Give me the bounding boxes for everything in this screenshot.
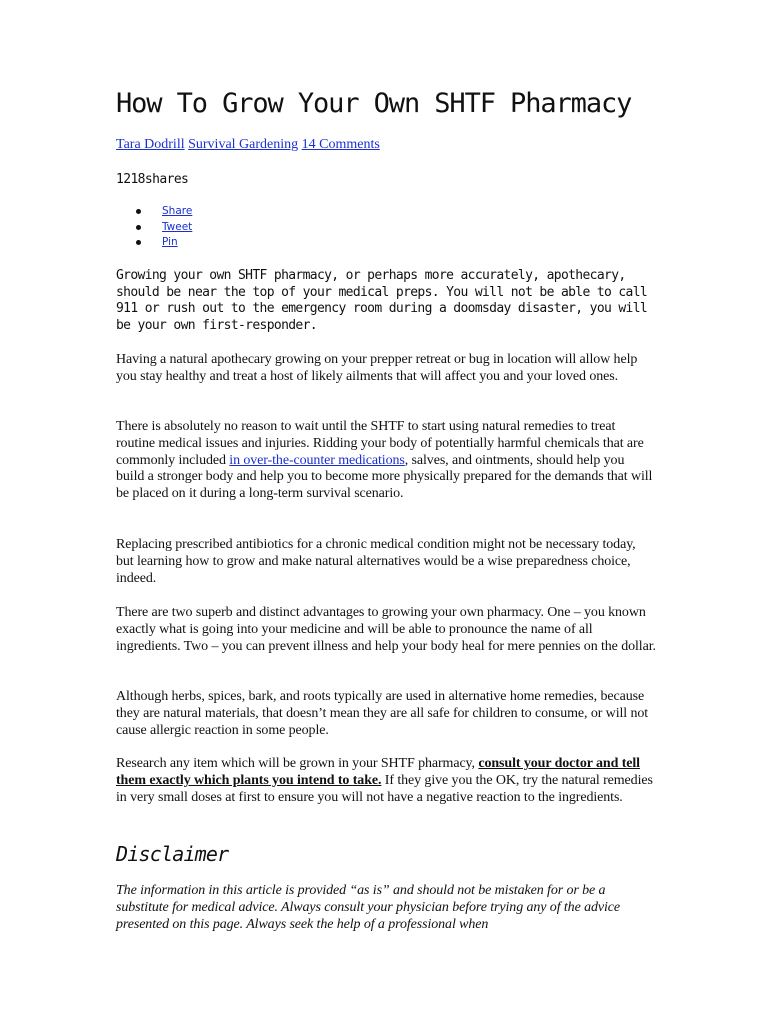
paragraph-text: There is absolutely no reason to wait until the SHTF to start using natural remedies to treat routine medical issues and injuries. Ridding your body of potentially harmful chemicals that are commonly included bbox=[116, 419, 644, 468]
paragraph-text: , salves, and ointments, should help you build a stronger body and help you to become more physically prepared for the demands that will be placed on it during a long-term survival scenario. bbox=[116, 452, 653, 502]
paragraph-text: If they give you the OK, try the natural remedies in very small doses at first to ensure you will not have a negative reaction to the ingredients. bbox=[116, 772, 653, 805]
author-link[interactable]: Tara Dodrill bbox=[116, 137, 185, 152]
share-list bbox=[136, 204, 192, 251]
paragraph-apothecary: Having a natural apothecary growing on your prepper retreat or bug in location will allow help you stay healthy and treat a host of likely ailments that will affect you and your loved ones. bbox=[116, 352, 638, 384]
paragraph-safety: Although herbs, spices, bark, and roots typically are used in alternative home remedies, because they are natural materials, that doesn’t mean they are all safe for children to consume, or will not cause allergic reaction in some people. bbox=[116, 689, 649, 738]
share-item bbox=[136, 204, 192, 220]
paragraph-advantages: There are two superb and distinct advantages to growing your own pharmacy. One – you known exactly what is going into your medicine and will be able to pronounce the name of all ingredients. Two – you can prevent illness and help your body heal for mere pennies on the dollar. bbox=[116, 605, 656, 654]
category-link[interactable]: Survival Gardening bbox=[188, 137, 299, 152]
paragraph-natural-remedies bbox=[116, 419, 656, 503]
paragraph-antibiotics: Replacing prescribed antibiotics for a chronic medical condition might not be necessary today, but learning how to grow and make natural alternatives would be a wise preparedness choice, indeed. bbox=[116, 537, 636, 586]
share-link[interactable]: Share bbox=[162, 205, 193, 217]
share-count: 1218shares bbox=[116, 172, 189, 187]
intro-paragraph: Growing your own SHTF pharmacy, or perhaps more accurately, apothecary, should be near the top of your medical preps. You will not be able to call 911 or rush out to the emergency room during a doomsday disaster, you will be your own first-responder. bbox=[116, 268, 648, 333]
paragraph-consult bbox=[116, 756, 656, 806]
article-title: How To Grow Your Own SHTF Pharmacy bbox=[116, 88, 632, 119]
tweet-link[interactable]: Tweet bbox=[162, 220, 193, 233]
pin-item bbox=[136, 235, 192, 251]
consult-doctor-emphasis: consult your doctor and tell them exactly which plants you intend to take. bbox=[116, 756, 640, 788]
otc-medications-link[interactable]: in over-the-counter medications bbox=[229, 452, 405, 468]
pin-link[interactable]: Pin bbox=[162, 236, 178, 248]
paragraph-text: Research any item which will be grown in your SHTF pharmacy, bbox=[116, 756, 479, 771]
disclaimer-heading: Disclaimer bbox=[116, 842, 229, 866]
bullet-icon bbox=[136, 209, 141, 214]
bullet-icon bbox=[136, 240, 141, 245]
comments-link[interactable]: 14 Comments bbox=[301, 137, 380, 152]
byline bbox=[116, 137, 380, 153]
bullet-icon bbox=[136, 225, 141, 230]
tweet-item bbox=[136, 220, 192, 236]
disclaimer-text: The information in this article is provided “as is” and should not be mistaken for or be a substitute for medical advice. Always consult your physician before trying any of the advice presented on this page. Always seek the help of a professional when bbox=[116, 883, 621, 932]
